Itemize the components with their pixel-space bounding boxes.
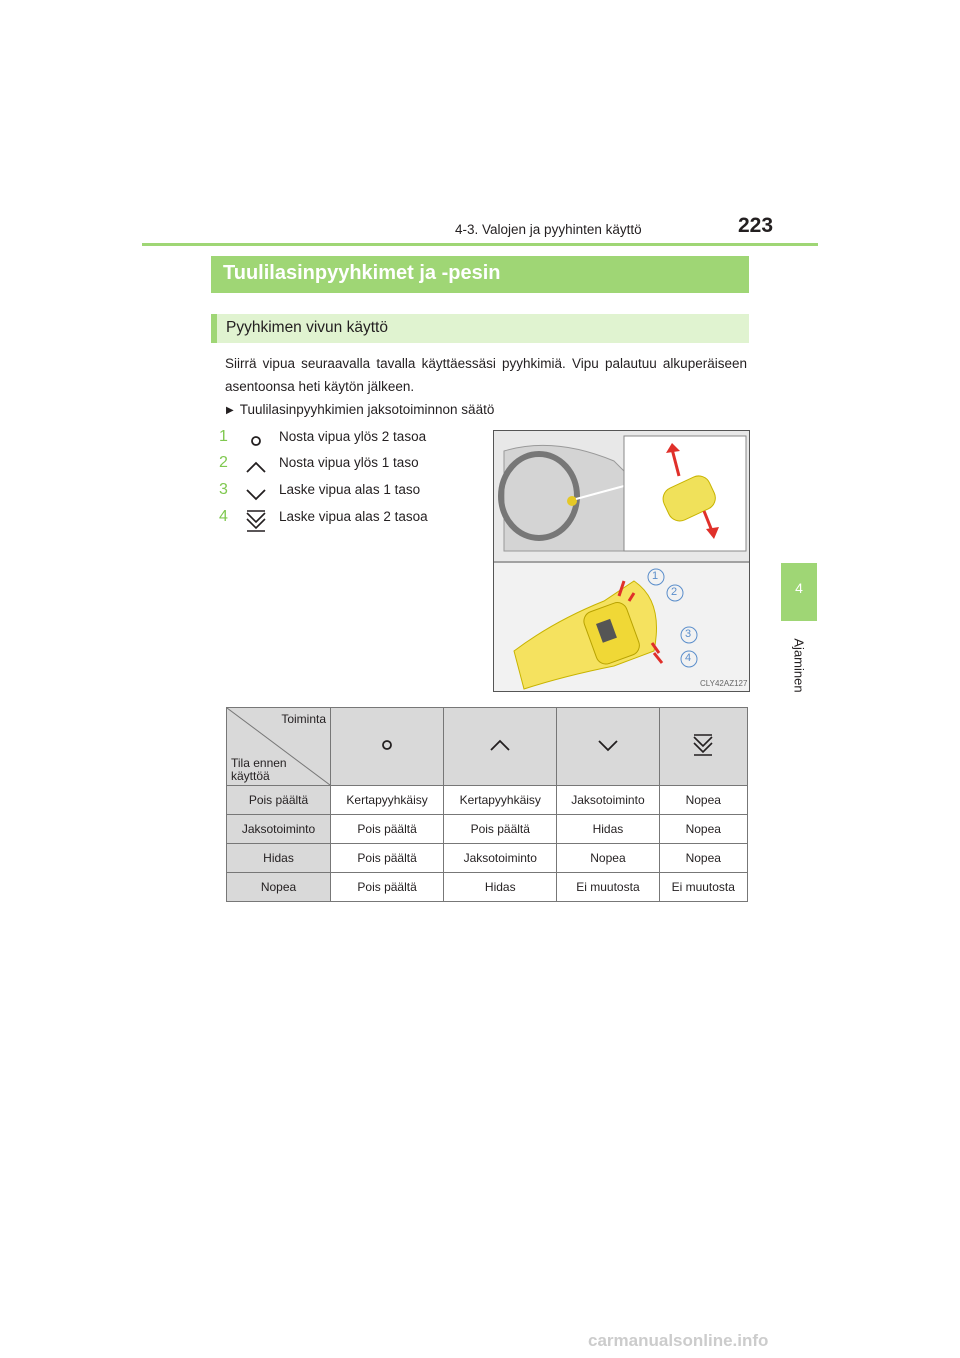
step-text-3: Laske vipua alas 1 taso [279,482,421,497]
row-state: Hidas [227,844,331,873]
table-cell: Pois päältä [331,815,444,844]
header-circle-cell [331,708,444,786]
table-corner-cell [227,708,331,786]
section-title: 4-3. Valojen ja pyyhinten käyttö [455,222,642,237]
table-row [227,873,748,902]
bullet-arrow-icon: ▶ [226,405,234,416]
up-triangle-icon [244,455,268,479]
header-double-down-cell [659,708,747,786]
header-tila: Tila ennen käyttöä [231,756,287,783]
table-cell: Nopea [659,844,747,873]
bullet-text: Tuulilasinpyyhkimien jaksotoiminnon säätö [239,402,495,417]
table-cell: Pois päältä [331,844,444,873]
step-number-4: 4 [219,508,228,525]
table-cell: Hidas [444,873,557,902]
header-down-cell [557,708,659,786]
table-cell: Nopea [659,815,747,844]
bullet-item [226,402,494,417]
subsection-heading-bar [211,314,749,343]
table-cell: Ei muutosta [557,873,659,902]
wiper-operation-table [226,707,748,902]
table-row [227,786,748,815]
header-divider [142,243,818,246]
table-row [227,844,748,873]
callout-3: 3 [685,628,692,640]
row-state: Nopea [227,873,331,902]
subsection-heading: Pyyhkimen vivun käyttö [226,319,388,336]
step-number-2: 2 [219,454,228,471]
callout-1: 1 [652,570,659,582]
illustration-graphic [494,431,750,692]
table-header-row [227,708,748,786]
step-text-4: Laske vipua alas 2 tasoa [279,509,428,524]
section-heading-bar [211,256,749,293]
step-number-3: 3 [219,481,228,498]
wiper-lever-illustration [493,430,750,692]
section-heading: Tuulilasinpyyhkimet ja -pesin [223,262,501,284]
table-cell: Pois päältä [331,873,444,902]
step-text-1: Nosta vipua ylös 2 tasoa [279,429,427,444]
row-state: Pois päältä [227,786,331,815]
table-cell: Pois päältä [444,815,557,844]
intro-paragraph: Siirrä vipua seuraavalla tavalla käyttäessäsi pyyhkimiä. Vipu palautuu alkuperäiseen asentoonsa heti käytön jälkeen. [225,356,747,394]
double-down-triangle-icon [244,509,268,533]
header-up-cell [444,708,557,786]
callout-4: 4 [685,652,692,664]
double-down-triangle-icon [691,733,715,757]
page-number: 223 [738,214,774,237]
circle-icon [244,429,268,453]
table-cell: Nopea [557,844,659,873]
circle-icon [375,733,399,757]
header-toiminta: Toiminta [281,712,326,726]
table-cell: Hidas [557,815,659,844]
table-cell: Jaksotoiminto [557,786,659,815]
table-row [227,815,748,844]
step-number-1: 1 [219,428,228,445]
up-triangle-icon [488,733,512,757]
figure-code: CLY42AZ127 [700,679,748,688]
table-cell: Ei muutosta [659,873,747,902]
table-cell: Nopea [659,786,747,815]
step-text-2: Nosta vipua ylös 1 taso [279,455,419,470]
down-triangle-icon [596,733,620,757]
table-cell: Kertapyyhkäisy [331,786,444,815]
watermark: carmanualsonline.info [588,1331,769,1350]
chapter-tab: 4 [781,563,817,621]
down-triangle-icon [244,482,268,506]
callout-2: 2 [671,586,678,598]
table-cell: Kertapyyhkäisy [444,786,557,815]
table-cell: Jaksotoiminto [444,844,557,873]
chapter-label: Ajaminen [791,638,807,693]
row-state: Jaksotoiminto [227,815,331,844]
